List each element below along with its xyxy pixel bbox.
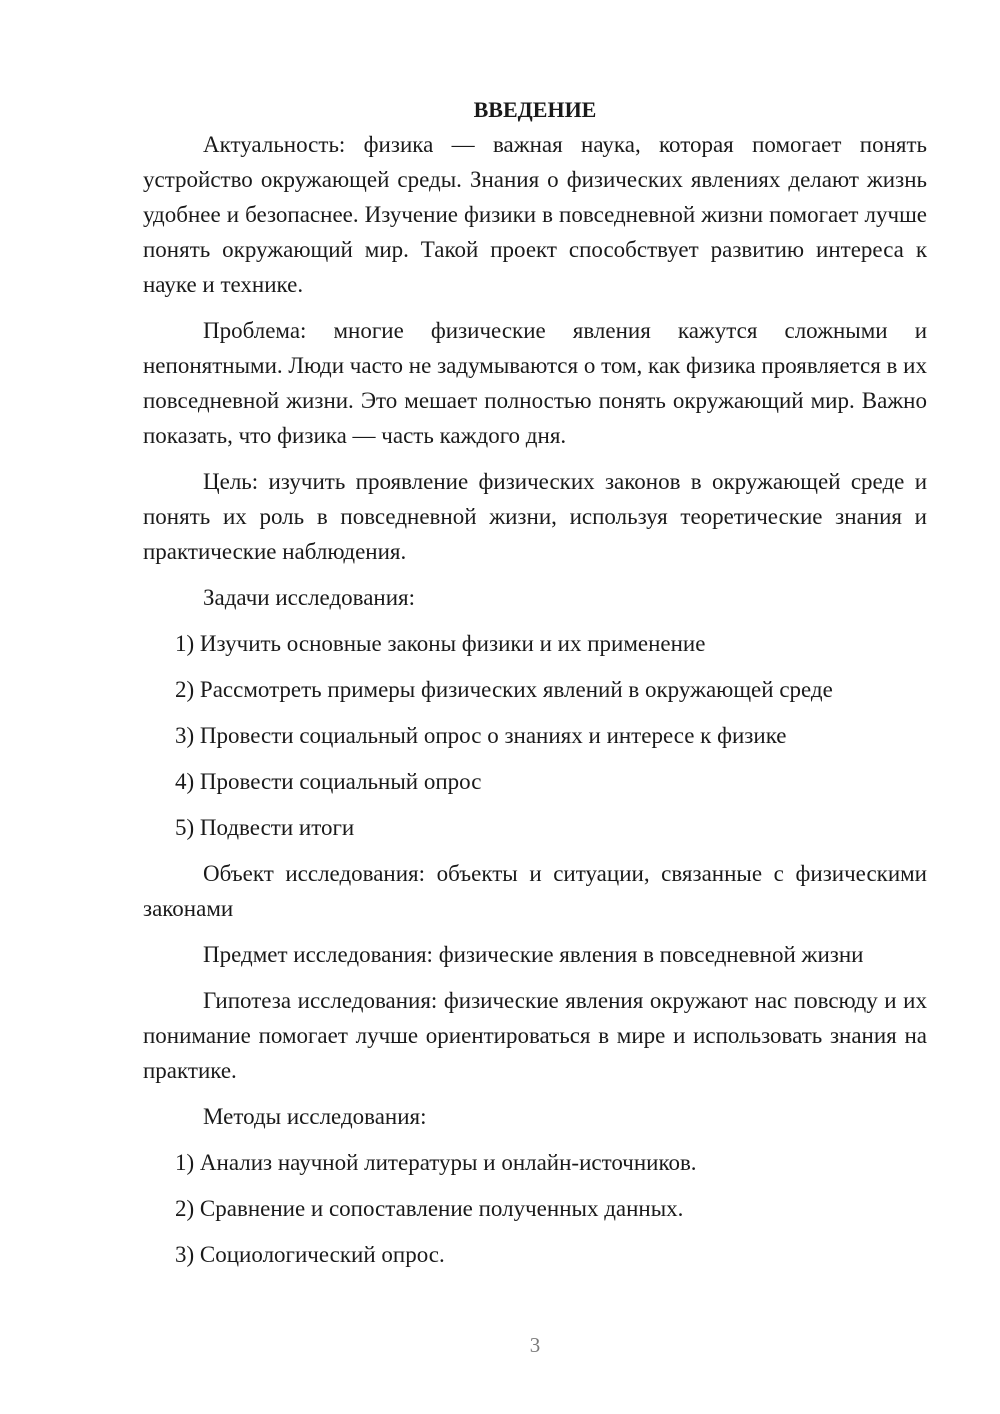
methods-title: Методы исследования: [203,1104,427,1129]
method-item-2: 2) Сравнение и сопоставление полученных данных. [175,1196,684,1221]
page-title: ВВЕДЕНИЕ [473,97,597,122]
method-item-3: 3) Социологический опрос. [175,1242,445,1267]
relevance-paragraph: Актуальность: физика — важная наука, которая помогает понять устройство окружающей среды. Знания о физических явлениях делают жизнь удобнее и безопаснее. Изучение физики в повседневной жизни помогает лучше понять окружающий мир. Такой проект способствует развитию интереса к науке и технике. [143,132,927,297]
object-paragraph: Объект исследования: объекты и ситуации, связанные с физическими законами [143,861,927,921]
task-item-1: 1) Изучить основные законы физики и их применение [175,631,706,656]
task-item-2: 2) Рассмотреть примеры физических явлений в окружающей среде [175,677,833,702]
method-item-1: 1) Анализ научной литературы и онлайн-источников. [175,1150,697,1175]
page-number: 3 [529,1333,541,1357]
task-item-5: 5) Подвести итоги [175,815,355,840]
problem-paragraph: Проблема: многие физические явления кажутся сложными и непонятными. Люди часто не задумываются о том, как физика проявляется в их повседневной жизни. Это мешает полностью понять окружающий мир. Важно показать, что физика — часть каждого дня. [143,318,927,448]
task-item-3: 3) Провести социальный опрос о знаниях и интересе к физике [175,723,787,748]
task-item-4: 4) Провести социальный опрос [175,769,482,794]
hypothesis-paragraph: Гипотеза исследования: физические явления окружают нас повсюду и их понимание помогает лучше ориентироваться в мире и использовать знания на практике. [143,988,927,1083]
subject-line: Предмет исследования: физические явления в повседневной жизни [203,942,864,967]
tasks-title: Задачи исследования: [203,585,416,610]
document-body [143,92,927,1283]
goal-paragraph: Цель: изучить проявление физических законов в окружающей среде и понять их роль в повседневной жизни, используя теоретические знания и практические наблюдения. [143,469,927,564]
